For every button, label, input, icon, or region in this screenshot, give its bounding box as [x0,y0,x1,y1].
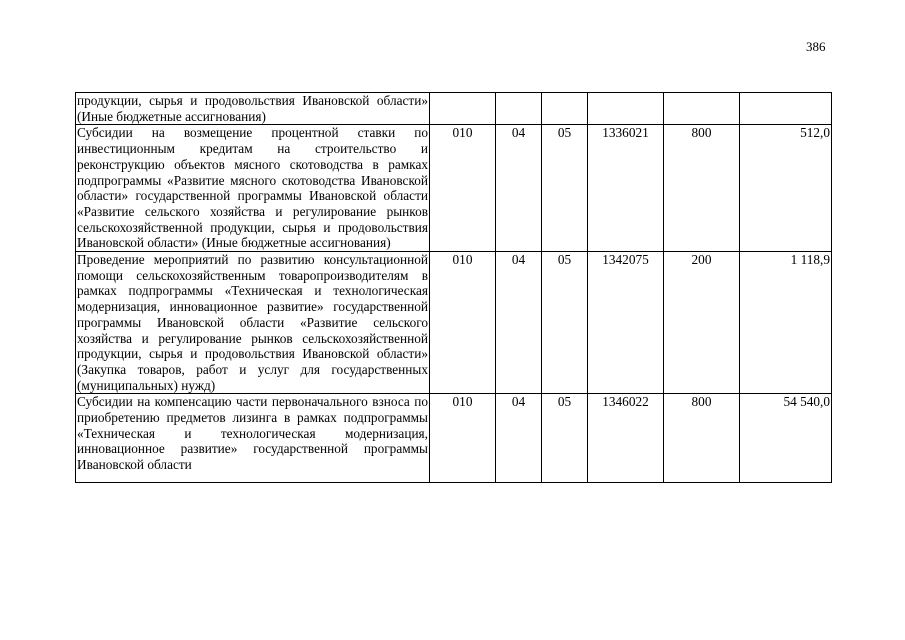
table-row [76,125,832,252]
ministry-code [430,93,496,125]
amount-cell [740,93,832,125]
expense-type-code: 800 [664,394,740,483]
section-code: 04 [496,252,542,394]
subsection-code: 05 [542,252,588,394]
row-description: Проведение мероприятий по развитию консультационной помощи сельскохозяйственным товаропроизводителям в рамках подпрограммы «Техническая и технологическая модернизация, инновационное развитие» государственной программы Ивановской области «Развитие сельского хозяйства и регулирование рынков сельскохозяйственной продукции, сырья и продовольствия Ивановской области» (Закупка товаров, работ и услуг для государственных (муниципальных) нужд) [77,252,428,393]
expense-type-code: 800 [664,125,740,252]
row-description: Субсидии на возмещение процентной ставки по инвестиционным кредитам на строительство и реконструкцию объектов мясного скотоводства в рамках подпрограммы «Развитие мясного скотоводства Ивановской области» государственной программы Ивановской области «Развитие сельского хозяйства и регулирование рынков сельскохозяйственной продукции, сырья и продовольствия Ивановской области» (Иные бюджетные ассигнования) [77,125,428,251]
ministry-code: 010 [430,394,496,483]
section-code: 04 [496,394,542,483]
subsection-code [542,93,588,125]
table-row [76,252,832,394]
ministry-code: 010 [430,252,496,394]
amount-cell: 1 118,9 [740,252,832,394]
target-article-code: 1336021 [588,125,664,252]
row-description-cell [76,394,430,483]
table-row [76,93,832,125]
target-article-code: 1346022 [588,394,664,483]
expense-type-code: 200 [664,252,740,394]
subsection-code: 05 [542,394,588,483]
amount-cell: 512,0 [740,125,832,252]
budget-table [75,92,832,483]
page-number: 386 [806,39,826,54]
expense-type-code [664,93,740,125]
section-code: 04 [496,125,542,252]
target-article-code: 1342075 [588,252,664,394]
subsection-code: 05 [542,125,588,252]
amount-cell: 54 540,0 [740,394,832,483]
ministry-code: 010 [430,125,496,252]
target-article-code [588,93,664,125]
row-description: Субсидии на компенсацию части первоначального взноса по приобретению предметов лизинга в рамках подпрограммы «Техническая и технологическая модернизация, инновационное развитие» государственной программы Ивановской области [77,394,428,473]
table-row [76,394,832,483]
row-description: продукции, сырья и продовольствия Ивановской области» (Иные бюджетные ассигнования) [77,93,428,124]
section-code [496,93,542,125]
